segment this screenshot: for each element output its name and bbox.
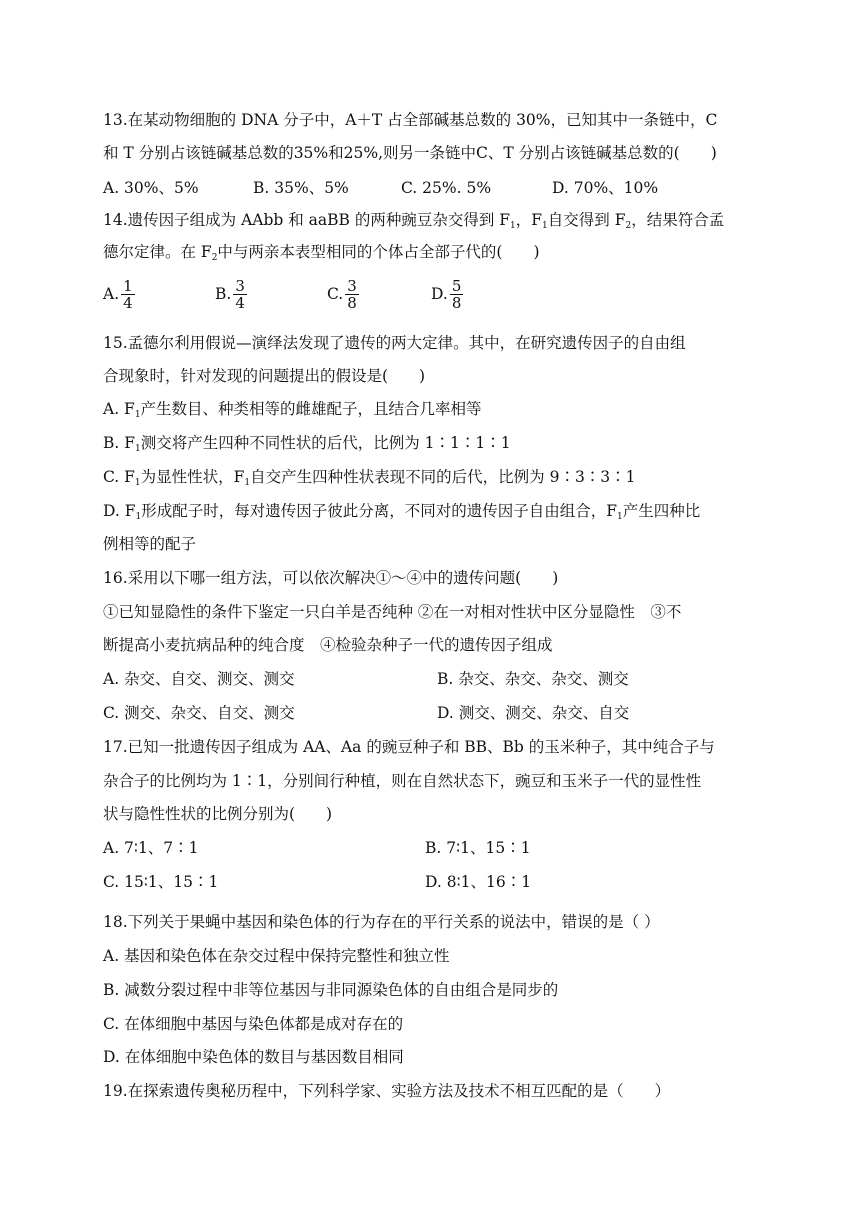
q17-stem-line3: 状与隐性性状的比例分别为( )	[103, 805, 333, 823]
q15-stem-line1: 15.孟德尔利用假说—演绎法发现了遗传的两大定律。其中，在研究遗传因子的自由组	[103, 334, 686, 352]
q18-option-b: B. 减数分裂过程中非等位基因与非同源染色体的自由组合是同步的	[103, 981, 559, 999]
q17-option-d: D. 8∶1、16∶1	[425, 873, 532, 891]
q17-option-c: C. 15∶1、15∶1	[103, 873, 219, 891]
q14-option-c: C. $\frac{3}{8}$	[327, 276, 357, 312]
q15-option-a: A. $F_1$产生数目、种类相等的雌雄配子，且结合几率相等	[103, 400, 482, 420]
q16-option-d: D. 测交、测交、杂交、自交	[437, 704, 630, 722]
q14-option-b: B. $\frac{3}{4}$	[215, 276, 245, 312]
q16-option-b: B. 杂交、杂交、杂交、测交	[437, 670, 629, 688]
q17-option-b: B. 7∶1、15∶1	[425, 839, 531, 857]
q13-option-d: D. 70%、10%	[552, 179, 659, 197]
fraction: $\frac{3}{4}$	[235, 276, 245, 312]
q19-stem-line1: 19.在探索遗传奥秘历程中，下列科学家、实验方法及技术不相互匹配的是（ ）	[103, 1082, 671, 1100]
q16-stem-line2: ①已知显隐性的条件下鉴定一只白羊是否纯种 ②在一对相对性状中区分显隐性 ③不	[103, 603, 682, 621]
q16-stem-line1: 16.采用以下哪一组方法，可以依次解决①～④中的遗传问题( )	[103, 569, 559, 587]
fraction: $\frac{3}{8}$	[347, 276, 357, 312]
q14-stem-line1: 14.遗传因子组成为 AAbb 和 aaBB 的两种豌豆杂交得到 $F_1$，$F_1$自交得到 $F_2$，结果符合孟	[103, 211, 725, 231]
q14-option-d: D. $\frac{5}{8}$	[431, 276, 462, 312]
q17-stem-line2: 杂合子的比例均为 1∶1，分别间行种植，则在自然状态下，豌豆和玉米子一代的显性性	[103, 772, 702, 790]
fraction: $\frac{5}{8}$	[451, 276, 462, 312]
q16-option-a: A. 杂交、自交、测交、测交	[103, 670, 295, 688]
q15-stem-line2: 合现象时，针对发现的问题提出的假设是( )	[103, 367, 426, 385]
q15-option-d: D. $F_1$形成配子时，每对遗传因子彼此分离，不同对的遗传因子自由组合，$F_1$产生四种比	[103, 502, 701, 522]
q13-option-c: C. 25%. 5%	[401, 179, 492, 197]
q14-stem-line2: 德尔定律。在 $F_2$中与两亲本表型相同的个体占全部子代的( )	[103, 243, 540, 263]
q16-stem-line3: 断提高小麦抗病品种的纯合度 ④检验杂种子一代的遗传因子组成	[103, 636, 553, 654]
q18-option-d: D. 在体细胞中染色体的数目与基因数目相同	[103, 1048, 404, 1066]
q13-option-b: B. 35%、5%	[253, 179, 349, 197]
q15-option-d-line2: 例相等的配子	[103, 535, 197, 553]
q18-stem-line1: 18.下列关于果蝇中基因和染色体的行为存在的平行关系的说法中，错误的是（ ）	[103, 913, 660, 931]
q13-stem-line1: 13.在某动物细胞的 DNA 分子中，A＋T 占全部碱基总数的 30%，已知其中一条链中，C	[103, 111, 718, 129]
q17-option-a: A. 7∶1、7∶1	[103, 839, 199, 857]
q15-option-c: C. $F_1$为显性性状，$F_1$自交产生四种性状表现不同的后代，比例为 9∶3∶3∶1	[103, 468, 636, 488]
q13-stem-line2: 和 T 分别占该链碱基总数的35%和25%,则另一条链中C、T 分别占该链碱基总数的( )	[103, 144, 717, 162]
q17-stem-line1: 17.已知一批遗传因子组成为 AA、Aa 的豌豆种子和 BB、Bb 的玉米种子，其中纯合子与	[103, 738, 715, 756]
q18-option-c: C. 在体细胞中基因与染色体都是成对存在的	[103, 1015, 404, 1033]
fraction: $\frac{1}{4}$	[123, 276, 133, 312]
q14-option-a: A. $\frac{1}{4}$	[103, 276, 133, 312]
q15-option-b: B. $F_1$测交将产生四种不同性状的后代，比例为 1∶1∶1∶1	[103, 434, 511, 454]
q16-option-c: C. 测交、杂交、自交、测交	[103, 704, 295, 722]
q18-option-a: A. 基因和染色体在杂交过程中保持完整性和独立性	[103, 947, 450, 965]
q13-option-a: A. 30%、5%	[103, 179, 199, 197]
